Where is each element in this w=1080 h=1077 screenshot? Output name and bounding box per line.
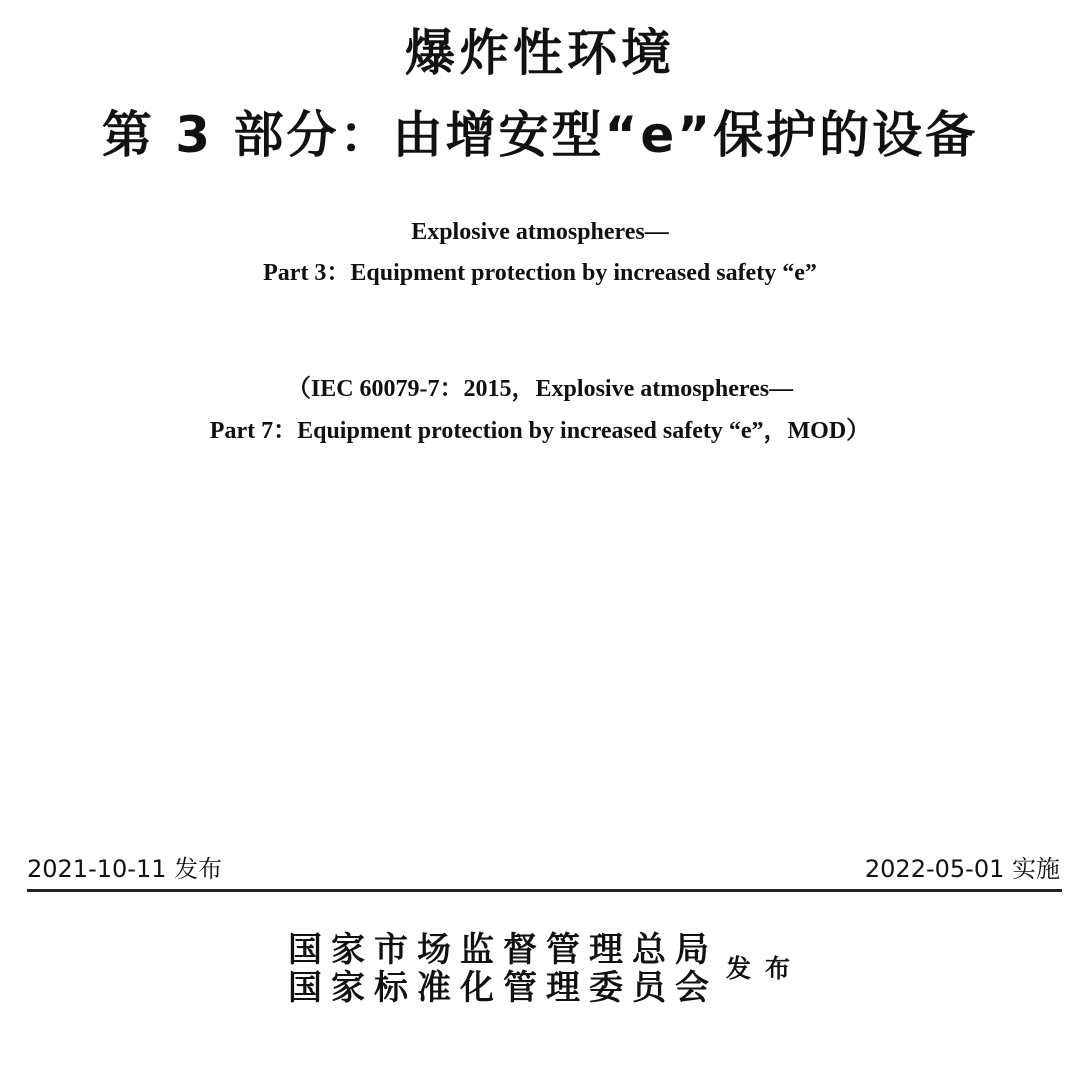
issue-date: 2021-10-11 发布 (27, 855, 223, 883)
adoption-note-line-1: （IEC 60079-7：2015，Explosive atmospheres— (286, 376, 794, 402)
divider-line (27, 889, 1062, 892)
chinese-title-line-1: 爆炸性环境 (405, 24, 675, 82)
chinese-title-line-2: 第 3 部分：由增安型“e”保护的设备 (101, 106, 979, 164)
english-title-line-2: Part 3：Equipment protection by increased safety “e” (263, 260, 817, 286)
adoption-note-line-2: Part 7：Equipment protection by increased safety “e”，MOD） (209, 418, 871, 444)
implementation-date: 2022-05-01 实施 (864, 855, 1060, 883)
publish-label: 发布 (726, 954, 805, 983)
issuer-samr: 国家市场监督管理总局 (288, 930, 718, 970)
english-title-line-1: Explosive atmospheres— (411, 219, 669, 245)
issuer-sac: 国家标准化管理委员会 (288, 968, 718, 1008)
